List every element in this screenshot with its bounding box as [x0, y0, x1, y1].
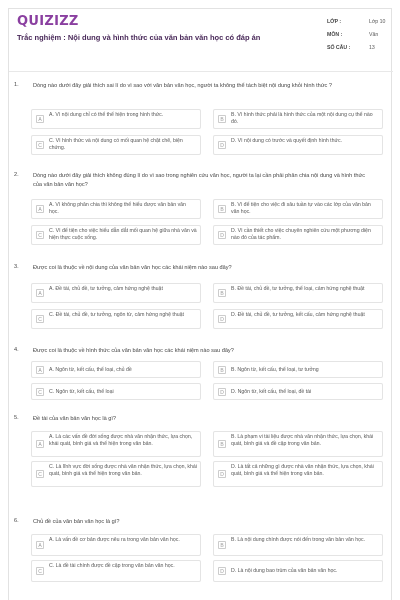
option-text: A. Vì không phân chia thì không thể hiểu được văn bản văn học.	[49, 202, 186, 215]
quizizz-logo[interactable]: QUIZIZZ	[17, 14, 79, 29]
option-text: D. Đề tài, chủ đề, tư tưởng, kết cấu, cảm hứng nghệ thuật	[231, 312, 365, 318]
option-a[interactable]	[31, 199, 201, 219]
question-text: Dòng nào dưới đây giải thích sai lí do vì sao với văn bản văn học, người ta không thể tách biệt nội dung khỏi hình thức ?	[33, 83, 333, 89]
worksheet-header	[9, 9, 393, 69]
option-text: A. Là vấn đề cơ bản được nêu ra trong văn bản văn học.	[49, 537, 180, 543]
option-letter: D	[218, 470, 226, 478]
option-d[interactable]	[213, 560, 383, 582]
meta-panel	[327, 19, 389, 58]
meta-key: MÔN :	[327, 32, 343, 38]
option-text: B. Vì hình thức phải là hình thức của một nội dung cụ thể nào đó.	[231, 112, 373, 125]
option-b[interactable]	[213, 431, 383, 457]
option-d[interactable]	[213, 135, 383, 155]
option-a[interactable]	[31, 431, 201, 457]
question-text: Chủ đề của văn bản văn học là gì?	[33, 519, 120, 525]
meta-value: Văn	[369, 32, 379, 38]
option-d[interactable]	[213, 225, 383, 245]
option-b[interactable]	[213, 199, 383, 219]
option-letter: B	[218, 205, 226, 213]
option-letter: B	[218, 366, 226, 374]
option-text: B. Đề tài, chủ đề, tư tưởng, thể loại, cảm hứng nghệ thuật	[231, 286, 365, 292]
meta-value: 13	[369, 45, 375, 51]
meta-row-count	[327, 45, 389, 58]
question-number: 4.	[14, 347, 19, 353]
option-text: B. Là phạm vi tài liệu được nhà văn nhận thức, lựa chọn, khái quát, bình giá và đề cập trong văn bản.	[231, 434, 374, 447]
option-c[interactable]	[31, 225, 201, 245]
option-c[interactable]	[31, 461, 201, 487]
option-letter: D	[218, 315, 226, 323]
header-divider	[9, 71, 393, 72]
question-text: Dòng nào dưới đây giải thích không đúng lí do vì sao trong nghiên cứu văn học, người ta lại cần phải phân chia nội dung và hình thức của văn bản văn học?	[33, 173, 366, 188]
option-text: A. Ngôn từ, kết cấu, thể loại, chủ đề	[49, 367, 132, 373]
option-c[interactable]	[31, 560, 201, 582]
question-text: Được coi là thuộc về hình thức của văn bản văn học các khái niệm nào sau đây?	[33, 348, 234, 354]
question-number: 5.	[14, 415, 19, 421]
question-number: 3.	[14, 264, 19, 270]
option-text: A. Là các vấn đề đời sống được nhà văn nhận thức, lựa chọn, khái quát, bình giá và thể hiện trong văn bản.	[49, 434, 193, 447]
option-letter: B	[218, 541, 226, 549]
option-text: B. Là nội dung chính được nói đến trong văn bản văn học.	[231, 537, 366, 543]
meta-row-grade	[327, 19, 389, 32]
option-text: A. Đề tài, chủ đề, tư tưởng, cảm hứng nghệ thuật	[49, 286, 163, 292]
option-letter: C	[36, 141, 44, 149]
option-letter: A	[36, 366, 44, 374]
option-c[interactable]	[31, 135, 201, 155]
option-text: A. Vì nội dung chỉ có thể thể hiện trong hình thức.	[49, 112, 164, 118]
option-letter: A	[36, 205, 44, 213]
option-c[interactable]	[31, 383, 201, 400]
option-letter: C	[36, 470, 44, 478]
option-letter: D	[218, 388, 226, 396]
meta-key: SỐ CÂU :	[327, 45, 351, 51]
option-text: C. Vì để tiện cho việc hiểu dẫn dắt mối quan hệ giữa nhà văn và hiện thực cuộc sống.	[49, 228, 197, 241]
option-a[interactable]	[31, 109, 201, 129]
option-b[interactable]	[213, 361, 383, 378]
option-text: C. Đề tài, chủ đề, tư tưởng, ngôn từ, cảm hứng nghệ thuật	[49, 312, 184, 318]
worksheet-title: Trắc nghiệm : Nội dung và hình thức của văn bản văn học có đáp án	[17, 33, 261, 42]
option-d[interactable]	[213, 383, 383, 400]
option-letter: D	[218, 231, 226, 239]
option-b[interactable]	[213, 109, 383, 129]
question-text: Được coi là thuộc về nội dung của văn bản văn học các khái niệm nào sau đây?	[33, 265, 232, 271]
option-letter: B	[218, 115, 226, 123]
option-letter: D	[218, 141, 226, 149]
option-d[interactable]	[213, 461, 383, 487]
option-d[interactable]	[213, 309, 383, 329]
question-number: 1.	[14, 82, 19, 88]
option-text: C. Vì hình thức và nội dung có mối quan hệ chặt chẽ, biện chứng.	[49, 138, 183, 151]
option-text: C. Là đề tài chính được đề cập trong văn bản văn học.	[49, 563, 175, 569]
option-text: D. Ngôn từ, kết cấu, thể loại, đề tài	[231, 389, 312, 395]
question-text: Đề tài của văn bản văn học là gì?	[33, 416, 117, 422]
option-a[interactable]	[31, 534, 201, 556]
option-text: C. Là lĩnh vực đời sống được nhà văn nhận thức, lựa chọn, khái quát, bình giá và thể hiện trong văn bản.	[49, 464, 197, 477]
option-text: D. Vì cần thiết cho việc chuyên nghiên cứu một phương diện nào đó của tác phẩm.	[231, 228, 371, 241]
option-b[interactable]	[213, 534, 383, 556]
option-c[interactable]	[31, 309, 201, 329]
option-text: B. Ngôn từ, kết cấu, thể loại, tư tưởng	[231, 367, 319, 373]
option-letter: A	[36, 115, 44, 123]
option-letter: C	[36, 231, 44, 239]
worksheet-page	[8, 8, 392, 600]
question-number: 2.	[14, 172, 19, 178]
option-a[interactable]	[31, 283, 201, 303]
option-letter: C	[36, 388, 44, 396]
option-text: D. Là nội dung bao trùm của văn bản văn học.	[231, 568, 338, 574]
meta-key: LỚP :	[327, 19, 342, 25]
meta-value: Lớp 10	[369, 19, 386, 25]
option-text: D. Là tất cả những gì được nhà văn nhận thức, lựa chọn, khái quát, bình giá và thể hiện trong văn bản.	[231, 464, 374, 477]
option-letter: D	[218, 567, 226, 575]
option-text: D. Vì nội dung có trước và quyết định hình thức.	[231, 138, 342, 144]
option-letter: B	[218, 289, 226, 297]
option-letter: C	[36, 567, 44, 575]
option-b[interactable]	[213, 283, 383, 303]
option-letter: A	[36, 541, 44, 549]
option-a[interactable]	[31, 361, 201, 378]
option-text: C. Ngôn từ, kết cấu, thể loại	[49, 389, 114, 395]
option-letter: B	[218, 440, 226, 448]
option-text: B. Vì để tiện cho việc đi sâu tuần tự vào các lớp của văn bản văn học.	[231, 202, 371, 215]
option-letter: A	[36, 289, 44, 297]
option-letter: C	[36, 315, 44, 323]
question-number: 6.	[14, 518, 19, 524]
meta-row-subject	[327, 32, 389, 45]
option-letter: A	[36, 440, 44, 448]
